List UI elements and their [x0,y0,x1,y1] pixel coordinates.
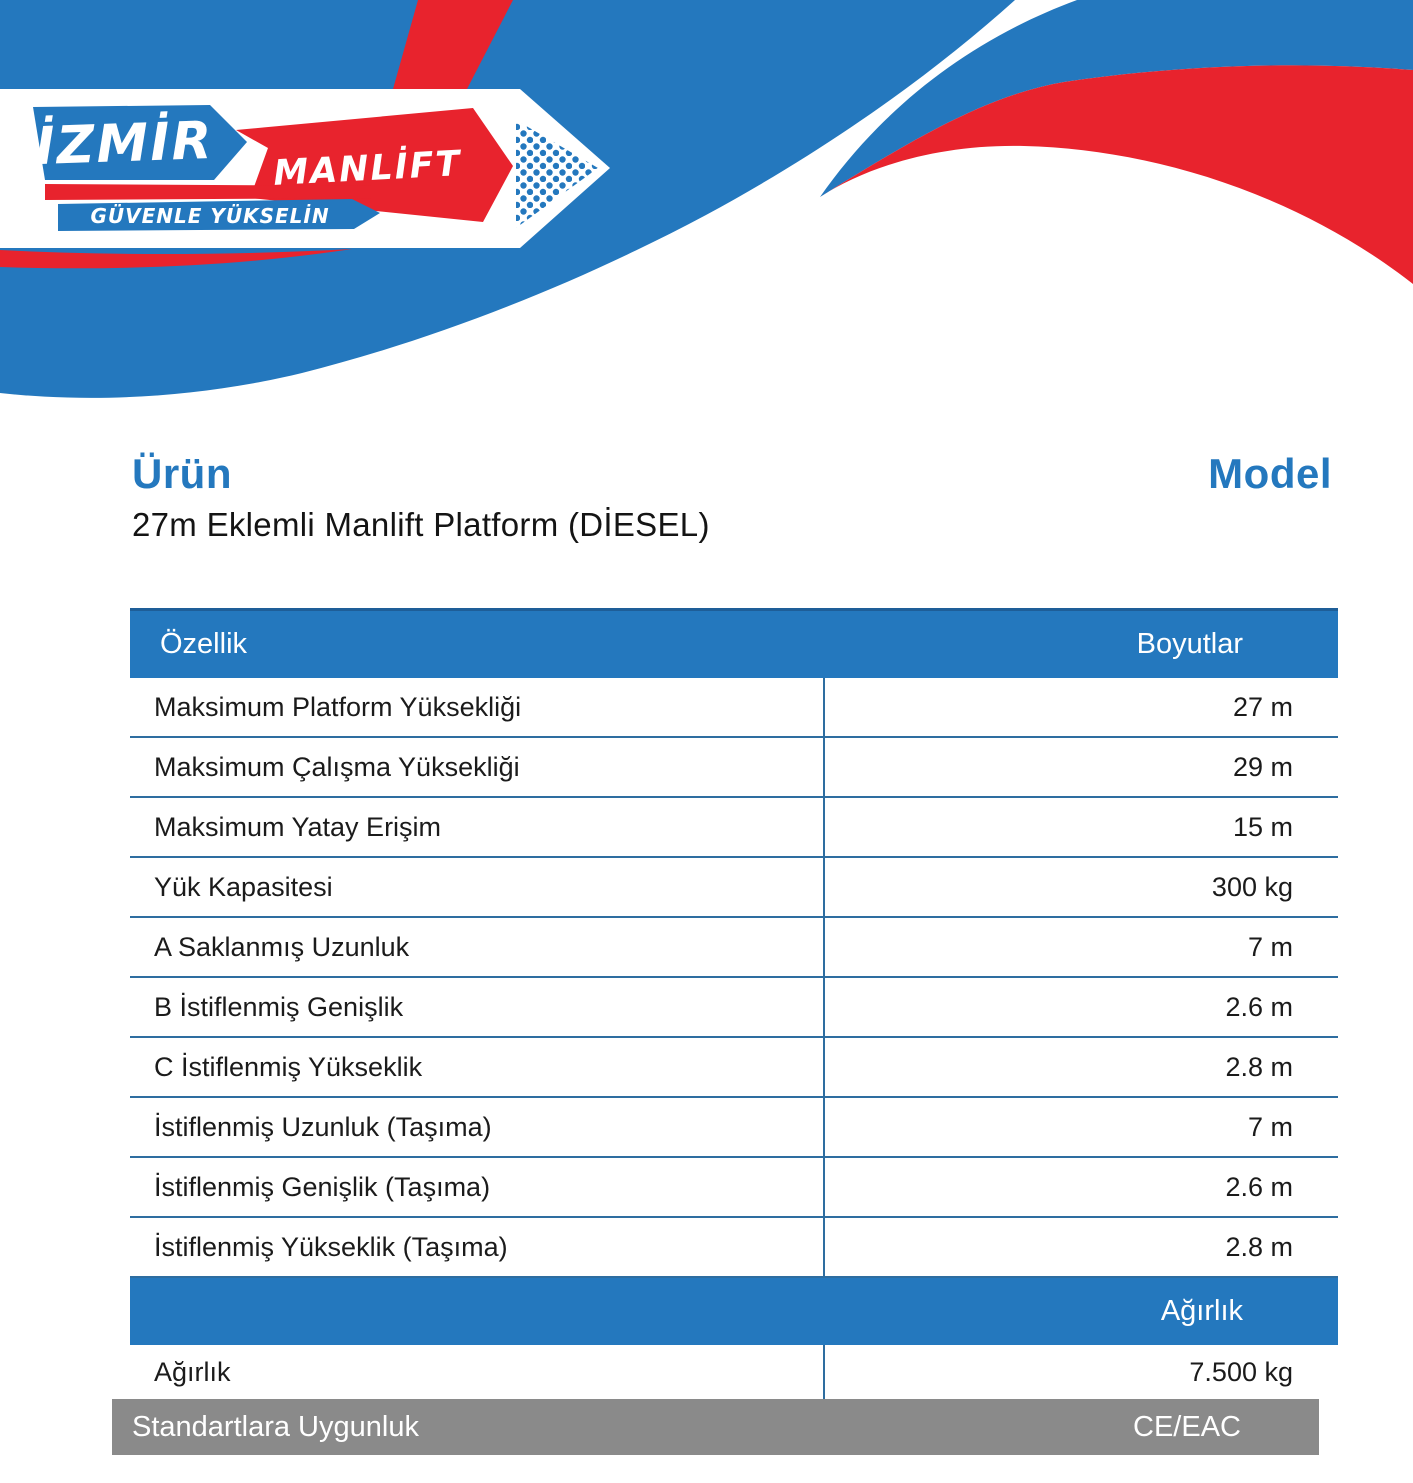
spec-label: İstiflenmiş Uzunluk (Taşıma) [154,1111,492,1142]
spec-value: 2.6 m [823,978,1338,1036]
spec-value: 300 kg [823,858,1338,916]
header-wave-graphic [0,0,1413,430]
spec-table [130,608,1338,1455]
compliance-bar [112,1399,1319,1455]
logo-primary-text: İZMİR [34,110,215,178]
spec-label: Maksimum Çalışma Yüksekliği [154,751,520,782]
spec-value: 15 m [823,798,1338,856]
spec-value: 2.8 m [823,1218,1338,1276]
feature-column-header: Özellik [160,628,248,660]
wave-red-topright [820,65,1413,284]
product-section-title: Ürün [132,450,232,497]
table-row [130,738,1338,798]
table-row [130,1038,1338,1098]
logo-tagline-text: GÜVENLE YÜKSELİN [90,204,330,228]
weight-section-header [130,1278,1338,1345]
spec-value: 27 m [823,678,1338,736]
logo-secondary-text: MANLİFT [272,144,463,194]
product-name: 27m Eklemli Manlift Platform (DİESEL) [132,506,710,543]
table-row [130,918,1338,978]
compliance-label: Standartlara Uygunluk [132,1410,419,1443]
spec-value: 2.8 m [823,1038,1338,1096]
spec-label: Yük Kapasitesi [154,871,333,902]
spec-label: B İstiflenmiş Genişlik [154,991,404,1022]
table-row [130,1098,1338,1158]
spec-value: 7 m [823,1098,1338,1156]
spec-value: 29 m [823,738,1338,796]
table-row [130,1218,1338,1278]
spec-label: Maksimum Platform Yüksekliği [154,691,522,722]
spec-value: 2.6 m [823,1158,1338,1216]
table-header-row [130,608,1338,678]
spec-value: 7 m [823,918,1338,976]
table-row [130,978,1338,1038]
spec-label: İstiflenmiş Genişlik (Taşıma) [154,1171,491,1202]
spec-label: Maksimum Yatay Erişim [154,811,442,842]
spec-label: C İstiflenmiş Yükseklik [154,1051,423,1082]
weight-row [130,1345,1338,1399]
title-row [132,450,1332,498]
weight-header-label: Ağırlık [1160,1295,1243,1327]
table-row [130,858,1338,918]
spec-label: A Saklanmış Uzunluk [154,931,410,962]
model-section-title: Model [1208,450,1332,497]
table-row [130,678,1338,738]
compliance-value: CE/EAC [1133,1410,1241,1443]
table-row [130,1158,1338,1218]
spec-label: Ağırlık [154,1356,231,1387]
spec-label: İstiflenmiş Yükseklik (Taşıma) [154,1231,508,1262]
table-row [130,798,1338,858]
dimensions-column-header: Boyutlar [1136,628,1243,660]
spec-value: 7.500 kg [823,1345,1338,1399]
